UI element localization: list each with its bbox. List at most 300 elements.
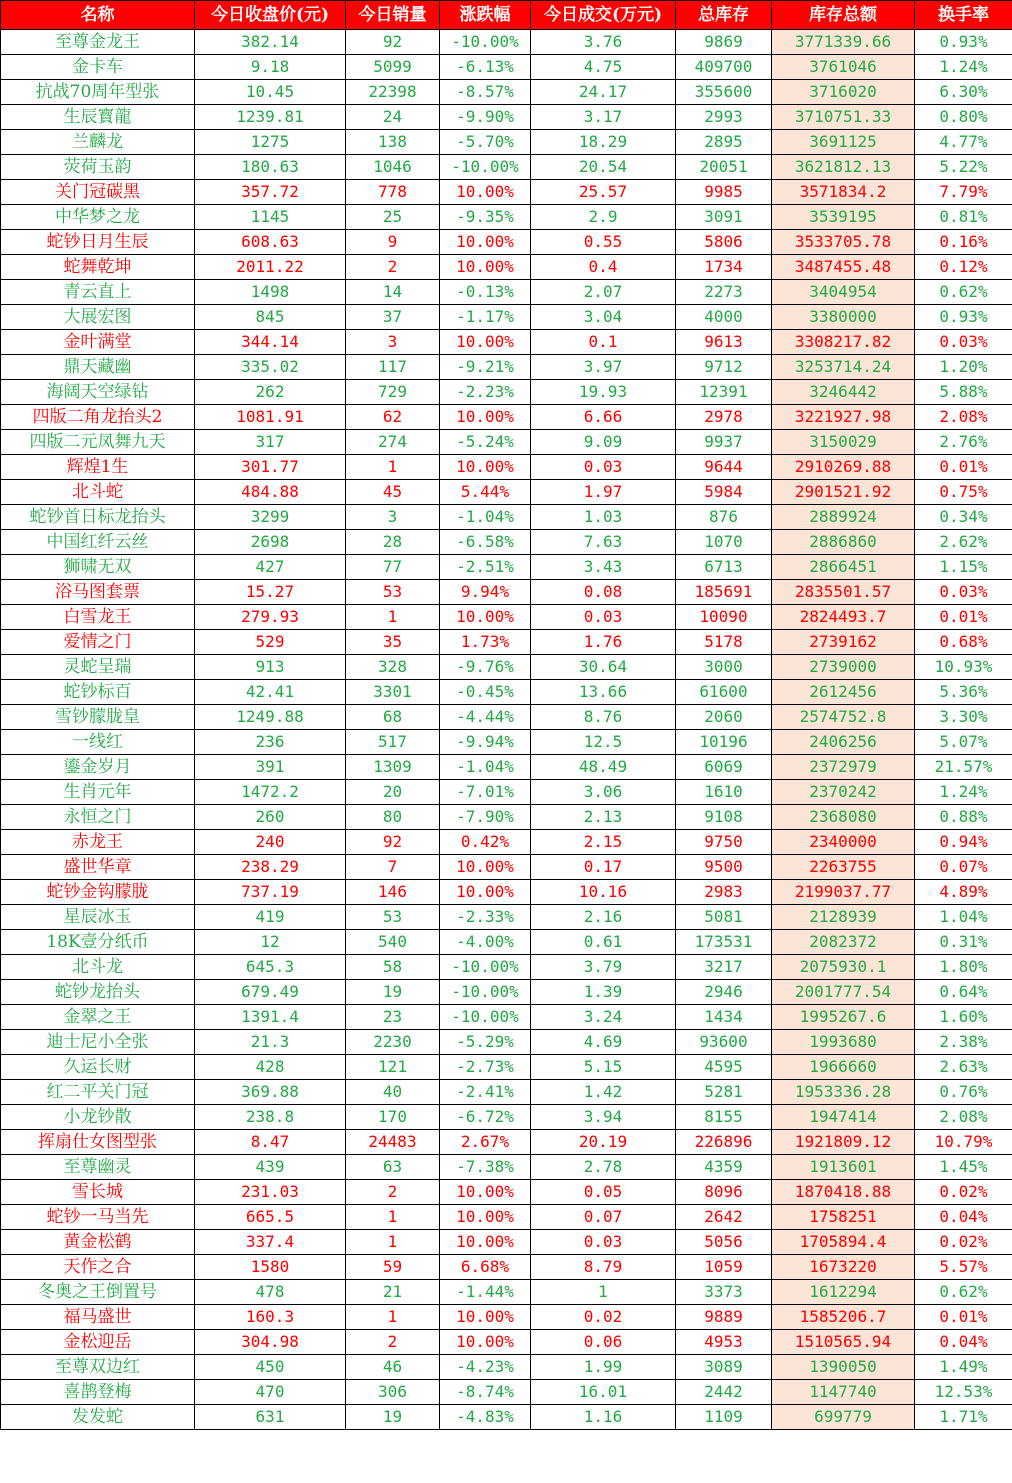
cell-name: 冬奥之王倒置号 [1, 1280, 195, 1305]
cell-close-price: 631 [195, 1405, 346, 1430]
table-row [1, 430, 1012, 455]
cell-close-price: 913 [195, 655, 346, 680]
cell-sales-volume: 121 [346, 1055, 440, 1080]
cell-turnover: 3.94 [531, 1105, 676, 1130]
cell-close-price: 240 [195, 830, 346, 855]
header-change-pct: 涨跌幅 [440, 1, 531, 30]
cell-inventory-value: 3771339.66 [772, 30, 915, 55]
cell-change-pct: -6.72% [440, 1105, 531, 1130]
cell-inventory-value: 3533705.78 [772, 230, 915, 255]
cell-name: 四版二元凤舞九天 [1, 430, 195, 455]
cell-name: 雪长城 [1, 1180, 195, 1205]
cell-turnover: 12.5 [531, 730, 676, 755]
cell-turnover: 0.06 [531, 1330, 676, 1355]
cell-name: 蛇舞乾坤 [1, 255, 195, 280]
cell-sales-volume: 274 [346, 430, 440, 455]
cell-turnover: 0.1 [531, 330, 676, 355]
cell-turnover-rate: 0.04% [915, 1205, 1012, 1230]
cell-total-inventory: 5984 [676, 480, 772, 505]
cell-turnover-rate: 0.03% [915, 330, 1012, 355]
cell-turnover: 2.13 [531, 805, 676, 830]
cell-name: 爱情之门 [1, 630, 195, 655]
cell-name: 关门冠碳黑 [1, 180, 195, 205]
cell-turnover-rate: 0.01% [915, 605, 1012, 630]
table-row [1, 1230, 1012, 1255]
cell-close-price: 391 [195, 755, 346, 780]
cell-sales-volume: 146 [346, 880, 440, 905]
table-row [1, 730, 1012, 755]
cell-close-price: 484.88 [195, 480, 346, 505]
cell-total-inventory: 355600 [676, 80, 772, 105]
table-row [1, 1380, 1012, 1405]
cell-turnover: 0.61 [531, 930, 676, 955]
cell-inventory-value: 3221927.98 [772, 405, 915, 430]
cell-total-inventory: 3373 [676, 1280, 772, 1305]
cell-change-pct: -9.76% [440, 655, 531, 680]
cell-turnover: 0.03 [531, 455, 676, 480]
cell-change-pct: -6.58% [440, 530, 531, 555]
table-row [1, 580, 1012, 605]
cell-turnover-rate: 0.62% [915, 1280, 1012, 1305]
table-row [1, 155, 1012, 180]
cell-close-price: 1498 [195, 280, 346, 305]
cell-inventory-value: 1966660 [772, 1055, 915, 1080]
cell-sales-volume: 540 [346, 930, 440, 955]
cell-inventory-value: 2075930.1 [772, 955, 915, 980]
table-row [1, 305, 1012, 330]
table-row [1, 180, 1012, 205]
cell-turnover-rate: 0.16% [915, 230, 1012, 255]
cell-inventory-value: 1510565.94 [772, 1330, 915, 1355]
header-total-inventory: 总库存 [676, 1, 772, 30]
cell-turnover-rate: 5.22% [915, 155, 1012, 180]
cell-turnover-rate: 0.94% [915, 830, 1012, 855]
cell-name: 浴马图套票 [1, 580, 195, 605]
cell-sales-volume: 5099 [346, 55, 440, 80]
table-row [1, 230, 1012, 255]
cell-sales-volume: 3 [346, 505, 440, 530]
cell-turnover: 1.16 [531, 1405, 676, 1430]
cell-sales-volume: 138 [346, 130, 440, 155]
header-close-price: 今日收盘价(元) [195, 1, 346, 30]
table-row [1, 330, 1012, 355]
cell-close-price: 12 [195, 930, 346, 955]
cell-change-pct: 5.44% [440, 480, 531, 505]
header-name: 名称 [1, 1, 195, 30]
cell-sales-volume: 1046 [346, 155, 440, 180]
cell-inventory-value: 2574752.8 [772, 705, 915, 730]
cell-turnover-rate: 2.63% [915, 1055, 1012, 1080]
table-row [1, 530, 1012, 555]
cell-change-pct: 10.00% [440, 1330, 531, 1355]
cell-close-price: 679.49 [195, 980, 346, 1005]
cell-name: 迪士尼小全张 [1, 1030, 195, 1055]
cell-sales-volume: 19 [346, 1405, 440, 1430]
cell-total-inventory: 8155 [676, 1105, 772, 1130]
cell-sales-volume: 28 [346, 530, 440, 555]
cell-turnover: 1.39 [531, 980, 676, 1005]
cell-turnover-rate: 2.62% [915, 530, 1012, 555]
cell-turnover: 24.17 [531, 80, 676, 105]
cell-total-inventory: 93600 [676, 1030, 772, 1055]
cell-close-price: 428 [195, 1055, 346, 1080]
cell-total-inventory: 20051 [676, 155, 772, 180]
cell-name: 蛇钞一马当先 [1, 1205, 195, 1230]
table-row [1, 480, 1012, 505]
cell-inventory-value: 1921809.12 [772, 1130, 915, 1155]
cell-sales-volume: 37 [346, 305, 440, 330]
cell-change-pct: -9.21% [440, 355, 531, 380]
cell-change-pct: 10.00% [440, 230, 531, 255]
cell-turnover: 0.17 [531, 855, 676, 880]
cell-change-pct: 10.00% [440, 1180, 531, 1205]
cell-name: 大展宏图 [1, 305, 195, 330]
cell-close-price: 419 [195, 905, 346, 930]
cell-close-price: 382.14 [195, 30, 346, 55]
cell-change-pct: 10.00% [440, 1305, 531, 1330]
table-row [1, 805, 1012, 830]
table-row [1, 755, 1012, 780]
table-row [1, 705, 1012, 730]
cell-close-price: 8.47 [195, 1130, 346, 1155]
cell-change-pct: -8.74% [440, 1380, 531, 1405]
cell-close-price: 845 [195, 305, 346, 330]
cell-turnover-rate: 1.60% [915, 1005, 1012, 1030]
cell-turnover-rate: 0.01% [915, 455, 1012, 480]
cell-total-inventory: 4359 [676, 1155, 772, 1180]
cell-sales-volume: 25 [346, 205, 440, 230]
cell-close-price: 1391.4 [195, 1005, 346, 1030]
table-row [1, 680, 1012, 705]
cell-inventory-value: 2340000 [772, 830, 915, 855]
cell-inventory-value: 1993680 [772, 1030, 915, 1055]
cell-total-inventory: 9613 [676, 330, 772, 355]
cell-name: 生肖元年 [1, 780, 195, 805]
cell-turnover-rate: 0.80% [915, 105, 1012, 130]
cell-turnover: 20.54 [531, 155, 676, 180]
cell-close-price: 236 [195, 730, 346, 755]
cell-close-price: 279.93 [195, 605, 346, 630]
cell-change-pct: 0.42% [440, 830, 531, 855]
cell-turnover-rate: 0.03% [915, 580, 1012, 605]
cell-sales-volume: 1 [346, 455, 440, 480]
cell-change-pct: -1.04% [440, 505, 531, 530]
header-sales-volume: 今日销量 [346, 1, 440, 30]
cell-turnover-rate: 1.80% [915, 955, 1012, 980]
table-row [1, 1280, 1012, 1305]
table-row [1, 280, 1012, 305]
cell-turnover: 16.01 [531, 1380, 676, 1405]
cell-inventory-value: 1390050 [772, 1355, 915, 1380]
cell-turnover-rate: 0.31% [915, 930, 1012, 955]
cell-sales-volume: 9 [346, 230, 440, 255]
cell-change-pct: 6.68% [440, 1255, 531, 1280]
cell-inventory-value: 3246442 [772, 380, 915, 405]
cell-total-inventory: 1434 [676, 1005, 772, 1030]
cell-close-price: 304.98 [195, 1330, 346, 1355]
cell-total-inventory: 4595 [676, 1055, 772, 1080]
cell-close-price: 1275 [195, 130, 346, 155]
cell-inventory-value: 3253714.24 [772, 355, 915, 380]
cell-close-price: 160.3 [195, 1305, 346, 1330]
cell-close-price: 301.77 [195, 455, 346, 480]
cell-turnover-rate: 0.68% [915, 630, 1012, 655]
cell-turnover: 20.19 [531, 1130, 676, 1155]
cell-turnover: 3.04 [531, 305, 676, 330]
cell-change-pct: 10.00% [440, 605, 531, 630]
cell-change-pct: 10.00% [440, 1205, 531, 1230]
cell-name: 蛇钞金钩朦胧 [1, 880, 195, 905]
cell-inventory-value: 2199037.77 [772, 880, 915, 905]
cell-sales-volume: 22398 [346, 80, 440, 105]
cell-name: 永恒之门 [1, 805, 195, 830]
table-row [1, 855, 1012, 880]
cell-inventory-value: 1612294 [772, 1280, 915, 1305]
cell-turnover: 1.42 [531, 1080, 676, 1105]
table-row [1, 255, 1012, 280]
cell-turnover: 1.03 [531, 505, 676, 530]
cell-turnover-rate: 1.49% [915, 1355, 1012, 1380]
cell-turnover-rate: 21.57% [915, 755, 1012, 780]
cell-name: 兰麟龙 [1, 130, 195, 155]
cell-total-inventory: 6713 [676, 555, 772, 580]
cell-total-inventory: 5178 [676, 630, 772, 655]
table-row [1, 880, 1012, 905]
cell-change-pct: 10.00% [440, 880, 531, 905]
table-row [1, 1080, 1012, 1105]
cell-turnover: 19.93 [531, 380, 676, 405]
cell-name: 狮啸无双 [1, 555, 195, 580]
table-row [1, 930, 1012, 955]
cell-turnover: 1.76 [531, 630, 676, 655]
cell-name: 黄金松鹤 [1, 1230, 195, 1255]
cell-total-inventory: 409700 [676, 55, 772, 80]
cell-inventory-value: 3308217.82 [772, 330, 915, 355]
cell-name: 金叶满堂 [1, 330, 195, 355]
cell-close-price: 42.41 [195, 680, 346, 705]
cell-sales-volume: 80 [346, 805, 440, 830]
cell-change-pct: -2.51% [440, 555, 531, 580]
cell-change-pct: -2.33% [440, 905, 531, 930]
cell-turnover: 3.17 [531, 105, 676, 130]
cell-total-inventory: 5281 [676, 1080, 772, 1105]
cell-close-price: 1145 [195, 205, 346, 230]
cell-change-pct: -7.01% [440, 780, 531, 805]
cell-name: 红二平关门冠 [1, 1080, 195, 1105]
cell-turnover: 1.99 [531, 1355, 676, 1380]
cell-turnover-rate: 0.76% [915, 1080, 1012, 1105]
cell-turnover: 25.57 [531, 180, 676, 205]
cell-name: 荧荷玉韵 [1, 155, 195, 180]
cell-name: 蛇钞首日标龙抬头 [1, 505, 195, 530]
cell-close-price: 262 [195, 380, 346, 405]
cell-total-inventory: 1109 [676, 1405, 772, 1430]
cell-name: 盛世华章 [1, 855, 195, 880]
cell-turnover-rate: 1.15% [915, 555, 1012, 580]
cell-turnover-rate: 1.24% [915, 780, 1012, 805]
cell-change-pct: -6.13% [440, 55, 531, 80]
cell-name: 蛇钞龙抬头 [1, 980, 195, 1005]
cell-change-pct: -2.41% [440, 1080, 531, 1105]
cell-sales-volume: 3 [346, 330, 440, 355]
table-row [1, 605, 1012, 630]
cell-total-inventory: 185691 [676, 580, 772, 605]
cell-name: 灵蛇呈瑞 [1, 655, 195, 680]
cell-total-inventory: 5806 [676, 230, 772, 255]
cell-sales-volume: 1 [346, 605, 440, 630]
cell-name: 小龙钞散 [1, 1105, 195, 1130]
cell-name: 福马盛世 [1, 1305, 195, 1330]
table-row [1, 455, 1012, 480]
cell-sales-volume: 21 [346, 1280, 440, 1305]
cell-total-inventory: 173531 [676, 930, 772, 955]
cell-total-inventory: 226896 [676, 1130, 772, 1155]
cell-name: 四版二角龙抬头2 [1, 405, 195, 430]
cell-change-pct: -0.45% [440, 680, 531, 705]
cell-inventory-value: 1147740 [772, 1380, 915, 1405]
table-row [1, 1155, 1012, 1180]
cell-total-inventory: 4953 [676, 1330, 772, 1355]
cell-turnover: 2.16 [531, 905, 676, 930]
cell-name: 海阔天空绿钻 [1, 380, 195, 405]
table-row [1, 355, 1012, 380]
cell-inventory-value: 3716020 [772, 80, 915, 105]
cell-total-inventory: 9869 [676, 30, 772, 55]
cell-inventory-value: 2406256 [772, 730, 915, 755]
cell-turnover: 7.63 [531, 530, 676, 555]
cell-sales-volume: 14 [346, 280, 440, 305]
cell-sales-volume: 517 [346, 730, 440, 755]
table-row [1, 1130, 1012, 1155]
cell-turnover: 6.66 [531, 405, 676, 430]
cell-change-pct: 10.00% [440, 1230, 531, 1255]
cell-total-inventory: 1734 [676, 255, 772, 280]
cell-close-price: 529 [195, 630, 346, 655]
cell-turnover: 2.15 [531, 830, 676, 855]
cell-turnover-rate: 6.30% [915, 80, 1012, 105]
table-row [1, 555, 1012, 580]
cell-change-pct: -5.70% [440, 130, 531, 155]
cell-inventory-value: 2835501.57 [772, 580, 915, 605]
cell-sales-volume: 2230 [346, 1030, 440, 1055]
cell-turnover-rate: 2.38% [915, 1030, 1012, 1055]
cell-turnover-rate: 5.07% [915, 730, 1012, 755]
cell-turnover: 0.55 [531, 230, 676, 255]
cell-turnover-rate: 10.79% [915, 1130, 1012, 1155]
cell-turnover-rate: 0.34% [915, 505, 1012, 530]
cell-sales-volume: 7 [346, 855, 440, 880]
cell-turnover-rate: 2.08% [915, 1105, 1012, 1130]
cell-sales-volume: 62 [346, 405, 440, 430]
cell-turnover-rate: 1.71% [915, 1405, 1012, 1430]
cell-close-price: 427 [195, 555, 346, 580]
cell-total-inventory: 2978 [676, 405, 772, 430]
table-row [1, 1055, 1012, 1080]
cell-turnover: 30.64 [531, 655, 676, 680]
cell-inventory-value: 1870418.88 [772, 1180, 915, 1205]
cell-close-price: 645.3 [195, 955, 346, 980]
cell-change-pct: -4.23% [440, 1355, 531, 1380]
cell-change-pct: 10.00% [440, 855, 531, 880]
cell-close-price: 335.02 [195, 355, 346, 380]
cell-total-inventory: 1059 [676, 1255, 772, 1280]
cell-turnover: 0.08 [531, 580, 676, 605]
cell-turnover-rate: 4.77% [915, 130, 1012, 155]
cell-turnover-rate: 0.64% [915, 980, 1012, 1005]
cell-turnover-rate: 1.20% [915, 355, 1012, 380]
cell-sales-volume: 2 [346, 1180, 440, 1205]
cell-name: 北斗龙 [1, 955, 195, 980]
cell-close-price: 369.88 [195, 1080, 346, 1105]
cell-inventory-value: 1673220 [772, 1255, 915, 1280]
table-row [1, 1305, 1012, 1330]
cell-sales-volume: 23 [346, 1005, 440, 1030]
cell-close-price: 3299 [195, 505, 346, 530]
cell-name: 鎏金岁月 [1, 755, 195, 780]
cell-close-price: 478 [195, 1280, 346, 1305]
cell-change-pct: -2.23% [440, 380, 531, 405]
table-row [1, 1180, 1012, 1205]
cell-turnover: 5.15 [531, 1055, 676, 1080]
cell-name: 鼎天藏幽 [1, 355, 195, 380]
cell-close-price: 260 [195, 805, 346, 830]
cell-total-inventory: 8096 [676, 1180, 772, 1205]
table-row [1, 1255, 1012, 1280]
cell-total-inventory: 9937 [676, 430, 772, 455]
table-row [1, 905, 1012, 930]
cell-change-pct: 9.94% [440, 580, 531, 605]
cell-turnover: 4.75 [531, 55, 676, 80]
table-row [1, 1405, 1012, 1430]
cell-inventory-value: 3150029 [772, 430, 915, 455]
cell-turnover: 10.16 [531, 880, 676, 905]
cell-sales-volume: 59 [346, 1255, 440, 1280]
cell-close-price: 180.63 [195, 155, 346, 180]
cell-name: 星辰冰玉 [1, 905, 195, 930]
cell-sales-volume: 778 [346, 180, 440, 205]
cell-turnover-rate: 0.93% [915, 305, 1012, 330]
cell-change-pct: -10.00% [440, 1005, 531, 1030]
cell-turnover-rate: 0.02% [915, 1180, 1012, 1205]
cell-sales-volume: 20 [346, 780, 440, 805]
cell-name: 金翠之王 [1, 1005, 195, 1030]
cell-name: 中国红纤云丝 [1, 530, 195, 555]
table-row [1, 205, 1012, 230]
cell-total-inventory: 2983 [676, 880, 772, 905]
cell-total-inventory: 2946 [676, 980, 772, 1005]
cell-inventory-value: 3571834.2 [772, 180, 915, 205]
cell-change-pct: -1.17% [440, 305, 531, 330]
cell-turnover-rate: 1.45% [915, 1155, 1012, 1180]
table-row [1, 955, 1012, 980]
cell-total-inventory: 3091 [676, 205, 772, 230]
cell-inventory-value: 2889924 [772, 505, 915, 530]
cell-sales-volume: 328 [346, 655, 440, 680]
cell-sales-volume: 45 [346, 480, 440, 505]
cell-total-inventory: 2060 [676, 705, 772, 730]
cell-inventory-value: 1758251 [772, 1205, 915, 1230]
cell-inventory-value: 2263755 [772, 855, 915, 880]
cell-total-inventory: 9644 [676, 455, 772, 480]
cell-change-pct: -0.13% [440, 280, 531, 305]
cell-close-price: 337.4 [195, 1230, 346, 1255]
table-body [1, 30, 1012, 1430]
cell-total-inventory: 5081 [676, 905, 772, 930]
table-row [1, 80, 1012, 105]
cell-sales-volume: 40 [346, 1080, 440, 1105]
cell-turnover-rate: 4.89% [915, 880, 1012, 905]
cell-sales-volume: 1 [346, 1305, 440, 1330]
